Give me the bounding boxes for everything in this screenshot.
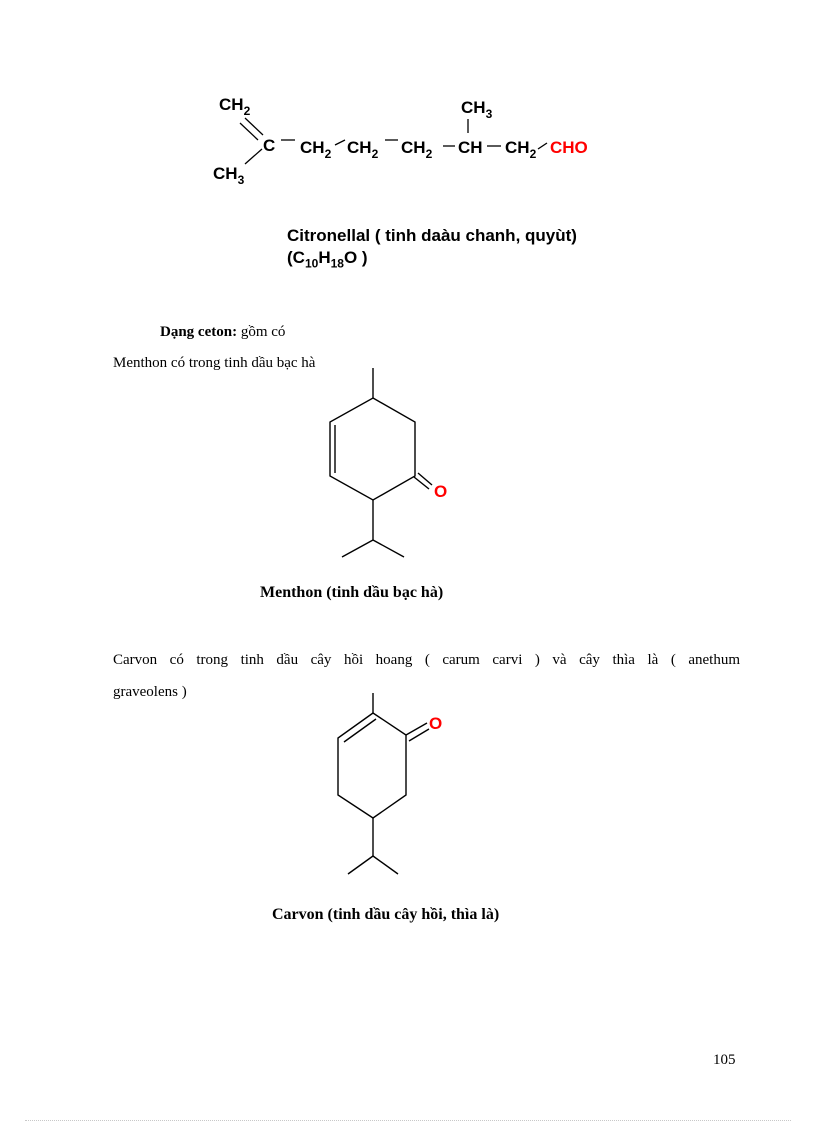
carvon-caption: Carvon (tinh dầu cây hồi, thìa là) (272, 906, 500, 923)
double-bond-line-1 (245, 118, 263, 135)
ceton-heading (160, 324, 285, 341)
bond-c-ch3 (245, 149, 262, 164)
page-number: 105 (713, 1052, 736, 1068)
citronellal-molecular-formula: ($C_{10}H_{18}O$ ) (287, 248, 368, 271)
citronellal-caption (287, 225, 577, 274)
bond-chain-4-cho (538, 143, 547, 149)
ch2-top-label: $CH_2$ (219, 95, 251, 118)
menthon-intro: Menthon có trong tinh dầu bạc hà (113, 355, 316, 371)
carvon-isopropyl-right (373, 856, 398, 874)
chain-ch2-4-label: $CH_2$ (505, 138, 537, 161)
cho-label: CHO (550, 138, 588, 157)
citronellal-name: Citronellal ( tinh daàu chanh, quyùt) (287, 226, 577, 245)
citronellal-structure (205, 88, 605, 193)
carvon-intro-line1: Carvon có trong tinh dầu cây hồi hoang ( carum carvi ) và cây thìa là ( anethum (113, 652, 740, 668)
ch-branch-label: CH (458, 138, 483, 157)
c-center-label: C (263, 136, 276, 155)
carvon-ring (338, 713, 406, 818)
ch3-top-label: $CH_3$ (461, 98, 493, 121)
footer-divider (25, 1120, 791, 1121)
ch3-left-label: $CH_3$ (213, 164, 245, 187)
menthon-oxygen-label: O (434, 482, 448, 501)
carvon-carbonyl-bond-1 (406, 723, 427, 735)
chain-ch2-1-label: $CH_2$ (300, 138, 332, 161)
carvon-isopropyl-left (348, 856, 373, 874)
menthon-caption: Menthon (tinh dầu bạc hà) (260, 584, 444, 601)
carvon-structure (320, 688, 470, 883)
double-bond-line-2 (240, 123, 258, 140)
menthon-carbonyl-bond-1 (414, 477, 429, 489)
menthon-carbonyl-bond-2 (418, 473, 432, 485)
menthon-isopropyl-right (373, 540, 404, 557)
chain-ch2-3-label: $CH_2$ (401, 138, 433, 161)
menthon-ring (330, 398, 415, 500)
ceton-heading-rest: gồm có (237, 324, 286, 340)
menthon-isopropyl-left (342, 540, 373, 557)
ceton-heading-bold: Dạng ceton: (160, 324, 238, 340)
bond-chain-1-2 (335, 140, 345, 145)
carvon-oxygen-label: O (429, 714, 443, 733)
chain-ch2-2-label: $CH_2$ (347, 138, 379, 161)
carvon-intro-line2: graveolens ) (113, 684, 187, 700)
menthon-structure (310, 360, 460, 565)
